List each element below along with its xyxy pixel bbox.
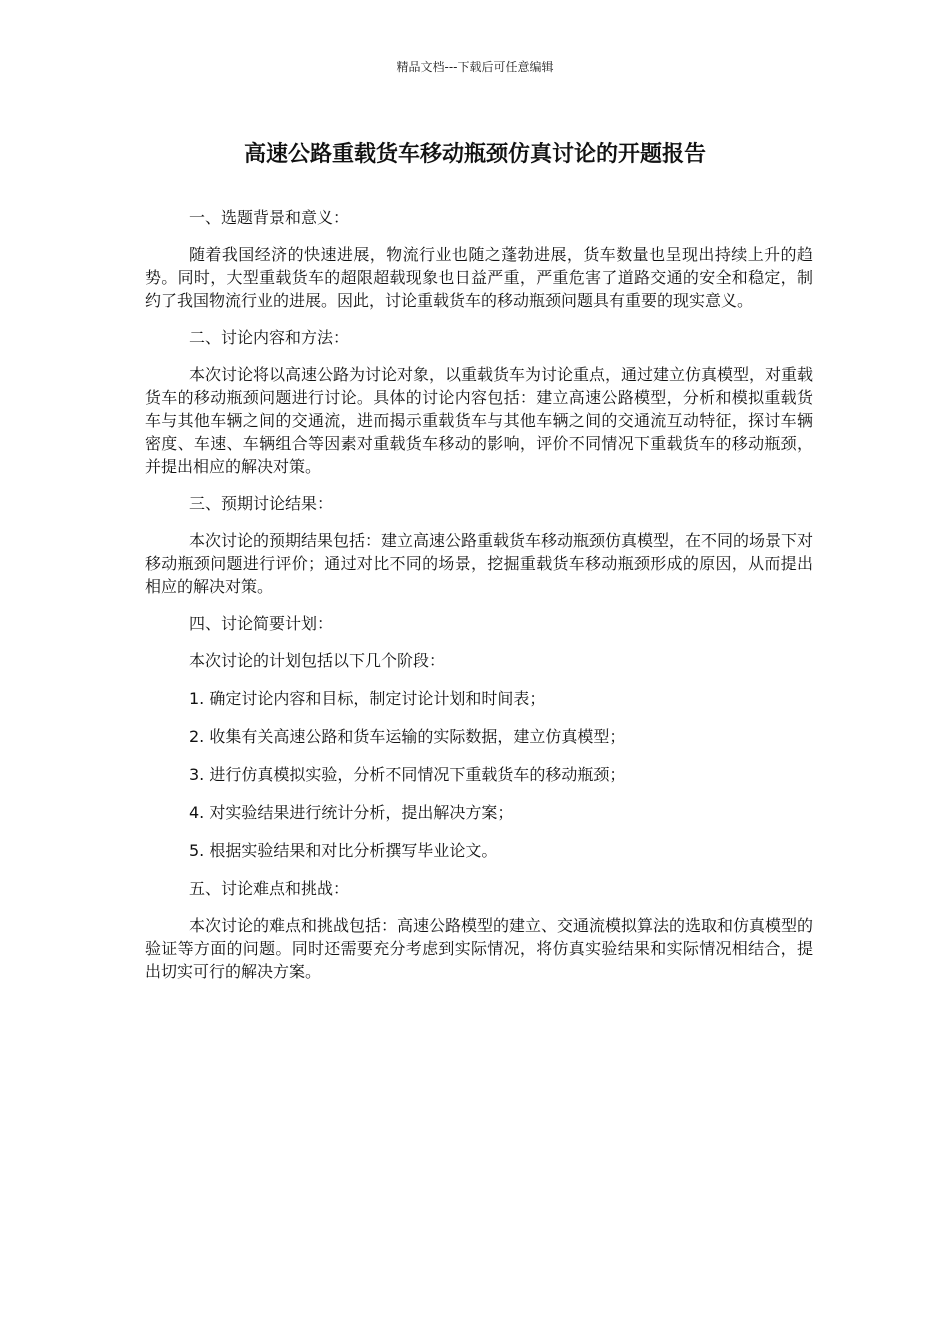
section-paragraph-expected-results: 本次讨论的预期结果包括：建立高速公路重载货车移动瓶颈仿真模型，在不同的场景下对移动瓶颈问题进行评价；通过对比不同的场景，挖掘重载货车移动瓶颈形成的原因，从而提出相应的解决对策。 [145,531,814,596]
section-paragraph-difficulties: 本次讨论的难点和挑战包括：高速公路模型的建立、交通流模拟算法的选取和仿真模型的验证等方面的问题。同时还需要充分考虑到实际情况，将仿真实验结果和实际情况相结合，提出切实可行的解决方案。 [145,916,814,981]
document-title: 高速公路重载货车移动瓶颈仿真讨论的开题报告 [243,142,706,167]
plan-list-item: 1. 确定讨论内容和目标，制定讨论计划和时间表； [189,689,546,708]
plan-intro: 本次讨论的计划包括以下几个阶段： [189,651,446,670]
plan-list-item: 4. 对实验结果进行统计分析，提出解决方案； [189,803,514,822]
section-heading-plan: 四、讨论简要计划： [189,614,334,633]
document-body [145,206,813,997]
section-heading-content-methods: 二、讨论内容和方法： [189,328,350,347]
plan-list-item: 5. 根据实验结果和对比分析撰写毕业论文。 [189,841,498,860]
section-heading-difficulties: 五、讨论难点和挑战： [189,879,350,898]
plan-list-item: 3. 进行仿真模拟实验，分析不同情况下重载货车的移动瓶颈； [189,765,626,784]
section-paragraph-background: 随着我国经济的快速进展，物流行业也随之蓬勃进展，货车数量也呈现出持续上升的趋势。同时，大型重载货车的超限超载现象也日益严重，严重危害了道路交通的安全和稳定，制约了我国物流行业的进展。因此，讨论重载货车的移动瓶颈问题具有重要的现实意义。 [145,245,813,310]
section-paragraph-content-methods: 本次讨论将以高速公路为讨论对象，以重载货车为讨论重点，通过建立仿真模型，对重载货车的移动瓶颈问题进行讨论。具体的讨论内容包括：建立高速公路模型，分析和模拟重载货车与其他车辆之间的交通流，进而揭示重载货车与其他车辆之间的交通流互动特征，探讨车辆密度、车速、车辆组合等因素对重载货车移动的影响，评价不同情况下重载货车的移动瓶颈，并提出相应的解决对策。 [145,365,814,476]
section-heading-background: 一、选题背景和意义： [189,208,350,227]
plan-list-item: 2. 收集有关高速公路和货车运输的实际数据，建立仿真模型； [189,727,626,746]
page-header-watermark: 精品文档---下载后可任意编辑 [396,60,554,74]
section-heading-expected-results: 三、预期讨论结果： [189,494,334,513]
